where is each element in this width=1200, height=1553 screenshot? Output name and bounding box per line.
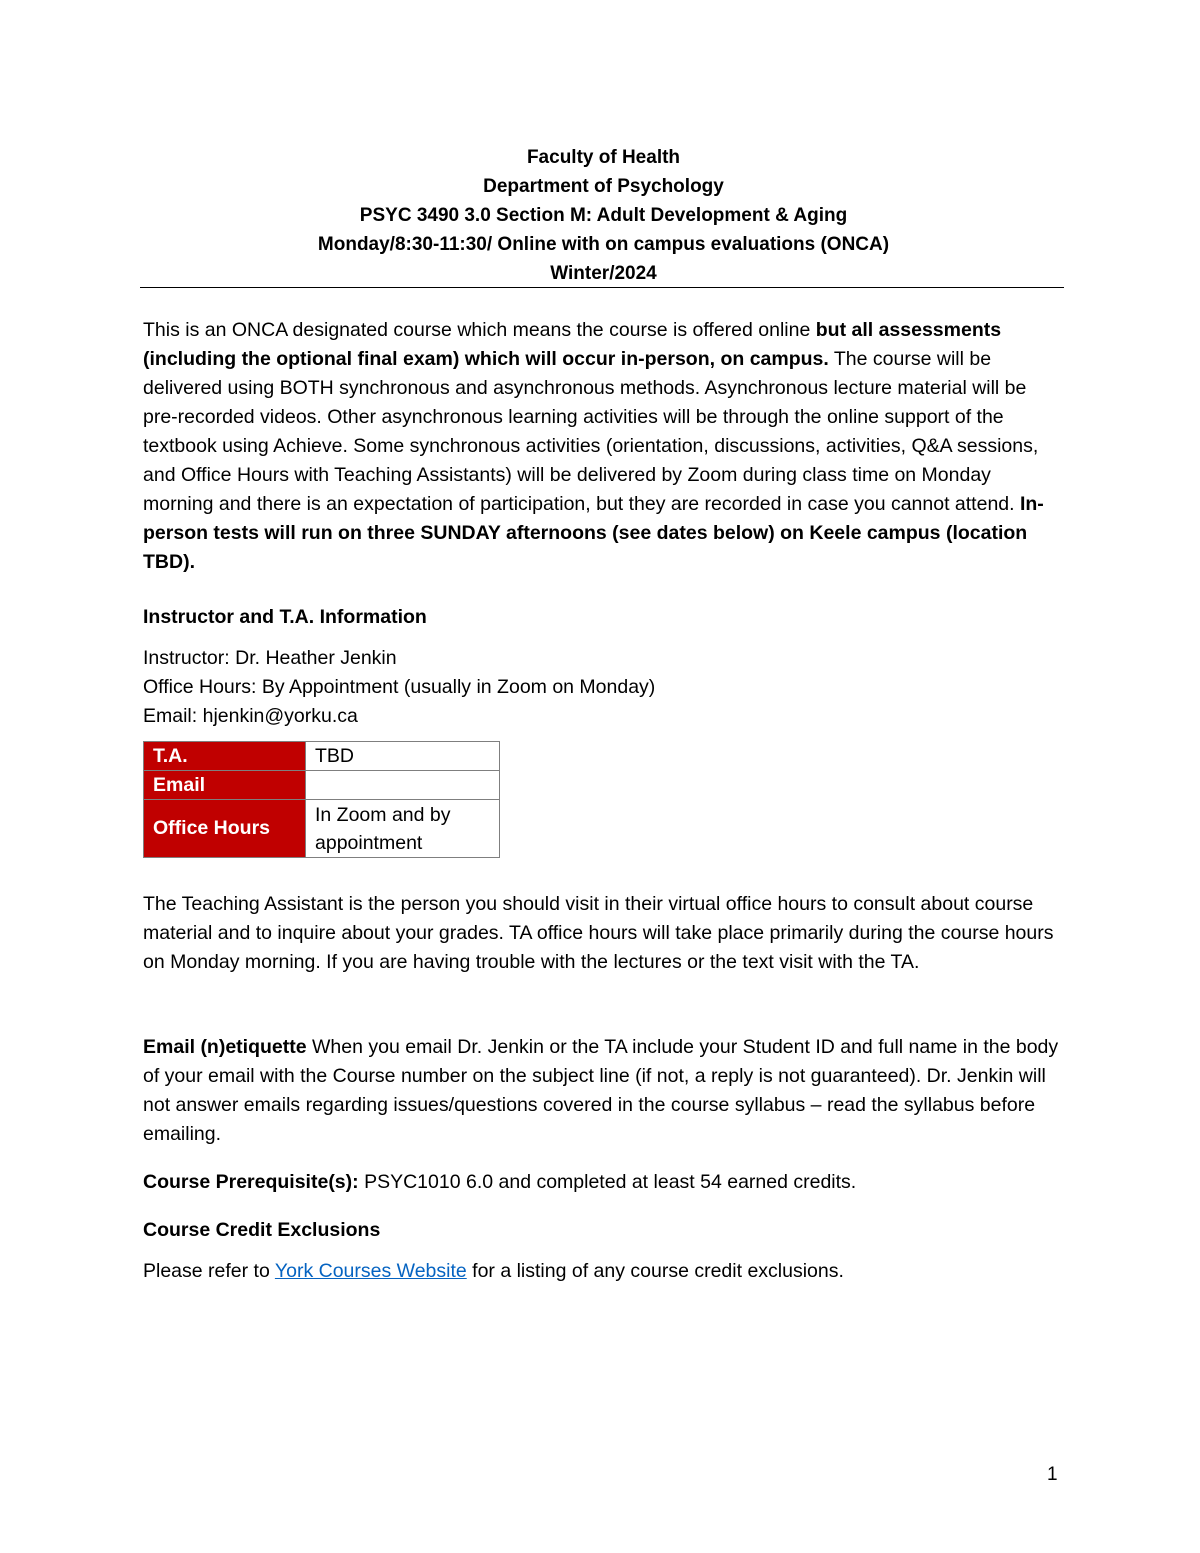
instructor-heading: Instructor and T.A. Information [143,606,427,628]
intro-paragraph [143,316,1064,577]
intro-text-2: The course will be delivered using BOTH synchronous and asynchronous methods. Asynchronous lecture material will be pre-recorded videos. Other asynchronous learning activities will be through the online support of the textbook using Achieve. Some synchronous activities (orientation, discussions, activities, Q&A sessions, and Office Hours with Teaching Assistants) will be delivered by Zoom during class time on Monday morning and there is an expectation of participation, but they are recorded in case you cannot attend. [143,348,1039,515]
exclusions-text-before: Please refer to [143,1260,275,1282]
department-line: Department of Psychology [483,176,724,197]
exclusions-heading: Course Credit Exclusions [143,1219,381,1241]
exclusions-paragraph [143,1257,1064,1286]
ta-info-table [143,741,500,858]
instructor-office-hours: Office Hours: By Appointment (usually in Zoom on Monday) [143,676,656,698]
course-header [143,143,1064,288]
course-title-line: PSYC 3490 3.0 Section M: Adult Development & Aging [359,205,848,226]
email-etiquette-paragraph [143,1033,1064,1149]
term-line: Winter/2024 [550,263,657,284]
intro-bold-tests: In-person tests will run on three SUNDAY afternoons (see dates below) on Keele campus (location TBD). [143,493,1044,573]
york-courses-website-link[interactable]: York Courses Website [274,1260,467,1282]
header-divider [140,287,1064,288]
table-row [144,771,500,800]
ta-paragraph: The Teaching Assistant is the person you should visit in their virtual office hours to consult about course material and to inquire about your grades. TA office hours will take place primarily during the course hours on Monday morning. If you are having trouble with the lectures or the text visit with the TA. [143,893,1054,973]
faculty-line: Faculty of Health [526,147,681,168]
intro-text-1: This is an ONCA designated course which means the course is offered online [143,319,816,341]
email-etiquette-text: When you email Dr. Jenkin or the TA include your Student ID and full name in the body of your email with the Course number on the subject line (if not, a reply is not guaranteed). Dr. Jenkin will not answer emails regarding issues/questions covered in the course syllabus – read the syllabus before emailing. [143,1036,1059,1145]
ta-email-value [306,771,500,800]
prerequisites-label: Course Prerequisite(s): [143,1171,359,1193]
intro-bold-assessments: but all assessments (including the optional final exam) which will occur in-person, on campus. [143,319,1002,370]
exclusions-text-after: for a listing of any course credit exclusions. [466,1260,844,1282]
prerequisites-paragraph [143,1168,1064,1197]
ta-email-label: Email [144,771,306,800]
prerequisites-text: PSYC1010 6.0 and completed at least 54 earned credits. [358,1171,857,1193]
instructor-email: Email: hjenkin@yorku.ca [143,705,358,727]
ta-label: T.A. [144,742,306,771]
ta-value: TBD [306,742,500,771]
schedule-line: Monday/8:30-11:30/ Online with on campus evaluations (ONCA) [317,234,890,255]
table-row [144,742,500,771]
table-row [144,800,500,858]
email-etiquette-label: Email (n)etiquette [143,1036,307,1058]
instructor-info [143,644,1064,731]
ta-office-hours-label: Office Hours [144,800,306,858]
page-number: 1 [1047,1464,1058,1485]
ta-office-hours-value: In Zoom and by appointment [306,800,500,858]
instructor-name: Instructor: Dr. Heather Jenkin [143,647,397,669]
